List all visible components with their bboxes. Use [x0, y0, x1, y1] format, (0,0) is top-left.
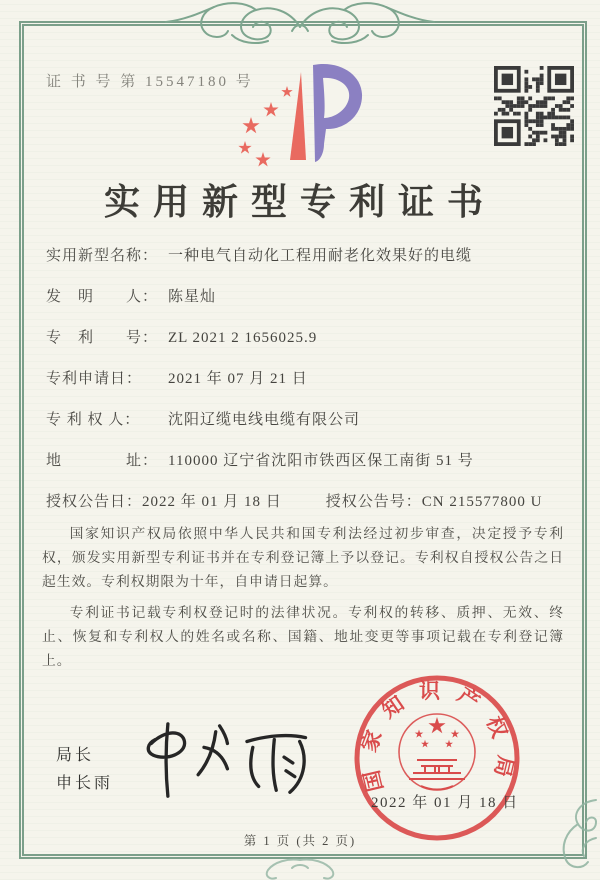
field-label: 实用新型名称： — [46, 248, 159, 264]
logo-stars — [238, 86, 292, 166]
top-flourish-ornament — [140, 1, 460, 47]
field-label: 地 址： — [46, 453, 159, 469]
legal-text-block — [42, 522, 564, 673]
director-name: 申长雨 — [56, 775, 114, 792]
seal-arc-text: 国家知识产权局 — [355, 679, 519, 794]
grant-date-pair — [46, 492, 282, 512]
director-role: 局长 — [56, 747, 95, 764]
field-value: 2021 年 07 月 21 日 — [168, 371, 308, 387]
field-value: 2022 年 01 月 18 日 — [142, 494, 282, 510]
grant-paragraph: 国家知识产权局依照中华人民共和国专利法经过初步审查，决定授予专利权，颁发实用新型专利证书并在专利登记簿上予以登记。专利权自授权公告之日起生效。专利权期限为十年，自申请日起算。 — [42, 526, 564, 589]
field-value: 一种电气自动化工程用耐老化效果好的电缆 — [168, 248, 473, 264]
certificate-number: 证 书 号 第 15547180 号 — [46, 74, 254, 90]
field-label: 授权公告号： — [325, 494, 422, 510]
director-block — [56, 742, 113, 798]
national-emblem-icon — [399, 714, 475, 790]
field-row-filing-date — [46, 369, 564, 410]
field-row-patent-number — [46, 328, 564, 369]
field-label: 发 明 人： — [46, 289, 159, 305]
field-row-address — [46, 451, 564, 492]
grant-number-pair — [326, 492, 543, 512]
cnipa-logo-icon — [233, 60, 367, 168]
seal-date: 2022 年 01 月 18 日 — [371, 795, 519, 811]
field-label: 授权公告日： — [46, 494, 143, 510]
field-row-inventor — [46, 287, 564, 328]
field-row-patentee — [46, 410, 564, 451]
certificate-title: 实用新型专利证书 — [103, 182, 496, 222]
register-paragraph: 专利证书记载专利权登记时的法律状况。专利权的转移、质押、无效、终止、恢复和专利权人的姓名或名称、国籍、地址变更等事项记载在专利登记簿上。 — [42, 605, 564, 668]
field-label: 专利申请日： — [46, 371, 143, 387]
field-value: 沈阳辽缆电线电缆有限公司 — [168, 412, 361, 428]
field-value: 110000 辽宁省沈阳市铁西区保工南街 51 号 — [168, 453, 474, 469]
official-seal — [347, 668, 527, 848]
bottom-flourish-ornament — [244, 856, 356, 880]
page-number: 第 1 页 (共 2 页) — [243, 834, 357, 848]
field-value: CN 215577800 U — [421, 494, 543, 510]
field-value: ZL 2021 2 1656025.9 — [168, 330, 318, 346]
field-value: 陈星灿 — [168, 289, 217, 305]
field-label: 专 利 号： — [46, 330, 159, 346]
qr-code — [494, 66, 574, 146]
field-row-utility-model-name — [46, 246, 564, 287]
field-label: 专 利 权 人： — [46, 412, 141, 428]
director-signature — [122, 716, 327, 808]
field-list — [46, 246, 564, 533]
